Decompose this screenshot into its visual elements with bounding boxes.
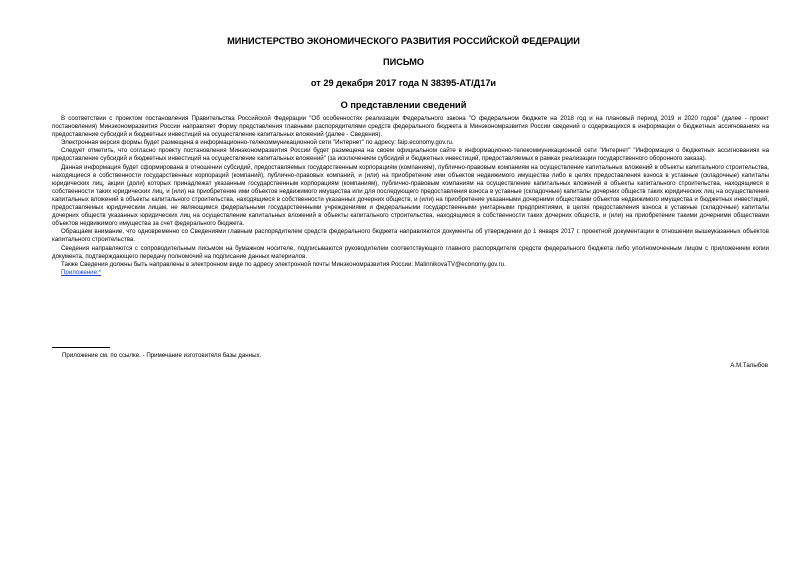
document-type: ПИСЬМО	[382, 57, 425, 67]
paragraph-submission: Сведения направляются с сопроводительным письмом на бумажном носителе, подписываются руководителем соответствующего главного распорядителя средств федерального бюджета либо уполномоченным лицом с приложением копии документа, подтверждающего передачу полномочий на подписание данных материалов.	[52, 244, 769, 260]
ministry-title: МИНИСТЕРСТВО ЭКОНОМИЧЕСКОГО РАЗВИТИЯ РОССИЙСКОЙ ФЕДЕРАЦИИ	[227, 36, 580, 46]
attachment-link[interactable]: Приложение:*	[61, 268, 102, 276]
document-date-number: от 29 декабря 2017 года N 38395-АТ/Д17и	[310, 78, 497, 88]
letter-body	[52, 115, 769, 277]
attachment-line	[52, 269, 769, 277]
paragraph-electronic-version: Электронная версия формы будет размещена в информационно-телекоммуникационной сети "Интернет" по адресу: faip.economy.gov.ru.	[61, 139, 454, 147]
document-subject: О представлении сведений	[340, 100, 467, 110]
paragraph-email: Также Сведения должны быть направлены в электронном виде по адресу электронной почты Минэкономразвития России: MalinnikovaTV@economy.gov.ru.	[61, 260, 506, 268]
footnote-text: Приложение см. по ссылке. - Примечание изготовителя базы данных.	[62, 352, 262, 359]
paragraph-subsidies-scope: Данная информация будет сформирована в отношении субсидий, предоставляемых государственным корпорациям (компаниям), публично-правовым компаниям на осуществление капитальных вложений в объекты капитального строительства, находящиеся в собственности государственных корпораций (компаний), публично-правовых компаний, и (или) на приобретение ими объектов недвижимого имущества либо в целях предоставления взноса в уставные (складочные) капиталы юридических лиц, акции (доли) которых принадлежат указанным государственным корпорациям (компаниям), публично-правовым компаниям на осуществление капитальных вложений в объекты капитального строительства, находящиеся в собственности таких юридических лиц, и (или) на приобретение ими объектов недвижимого имущества или для последующего предоставления взноса в уставные (складочные) капиталы дочерних обществ таких юридических лиц на осуществление капитальных вложений в объекты капитального строительства, находящиеся в собственности указанных дочерних обществ, и (или) на приобретение указанными дочерними обществами объектов недвижимого имущества и бюджетных инвестиций, предоставляемых юридическим лицам, не являющимся федеральными государственными учреждениями и федеральными государственными унитарными предприятиями, в целях предоставления взноса в уставные (складочные) капиталы дочерних обществ указанных юридических лиц на осуществление капитальных вложений в объекты капитального строительства, находящиеся в собственности таких дочерних обществ, и (или) на приобретение такими дочерними обществами объектов недвижимого имущества за счет федерального бюджета.	[52, 163, 769, 228]
signatory-name: А.М.Талыбов	[730, 362, 768, 369]
paragraph-publication-note: Следует отметить, что согласно проекту постановления Минэкономразвития России будет размещена на своем официальном сайте в информационно-телекоммуникационной сети "Интернет" "Информация о бюджетных ассигнованиях на предоставление субсидий и бюджетных инвестиций на осуществление капитальных вложений" (за исключением субсидий и бюджетных инвестиций, предоставляемых в рамках реализации государственного оборонного заказа).	[52, 147, 769, 163]
paragraph-intro: В соответствии с проектом постановления Правительства Российской Федерации "Об особенностях реализации Федерального закона "О федеральном бюджете на 2018 год и на плановый период 2019 и 2020 годов" (далее - проект постановления) Минэкономразвития России направляет Форму представления главными распорядителями средств федерального бюджета в Минэкономразвития России сведений о содержащихся в информации о бюджетных ассигнованиях на предоставление субсидий и бюджетных инвестиций на осуществление капитальных вложений (далее - Сведения).	[52, 115, 769, 139]
footnote-divider	[52, 347, 110, 348]
paragraph-attention: Обращаем внимание, что одновременно со Сведениями главным распорядителем средств федерального бюджета направляются документы об утверждении до 1 января 2017 г. проектной документации в отношении вышеуказанных объектов капитального строительства.	[52, 228, 769, 244]
